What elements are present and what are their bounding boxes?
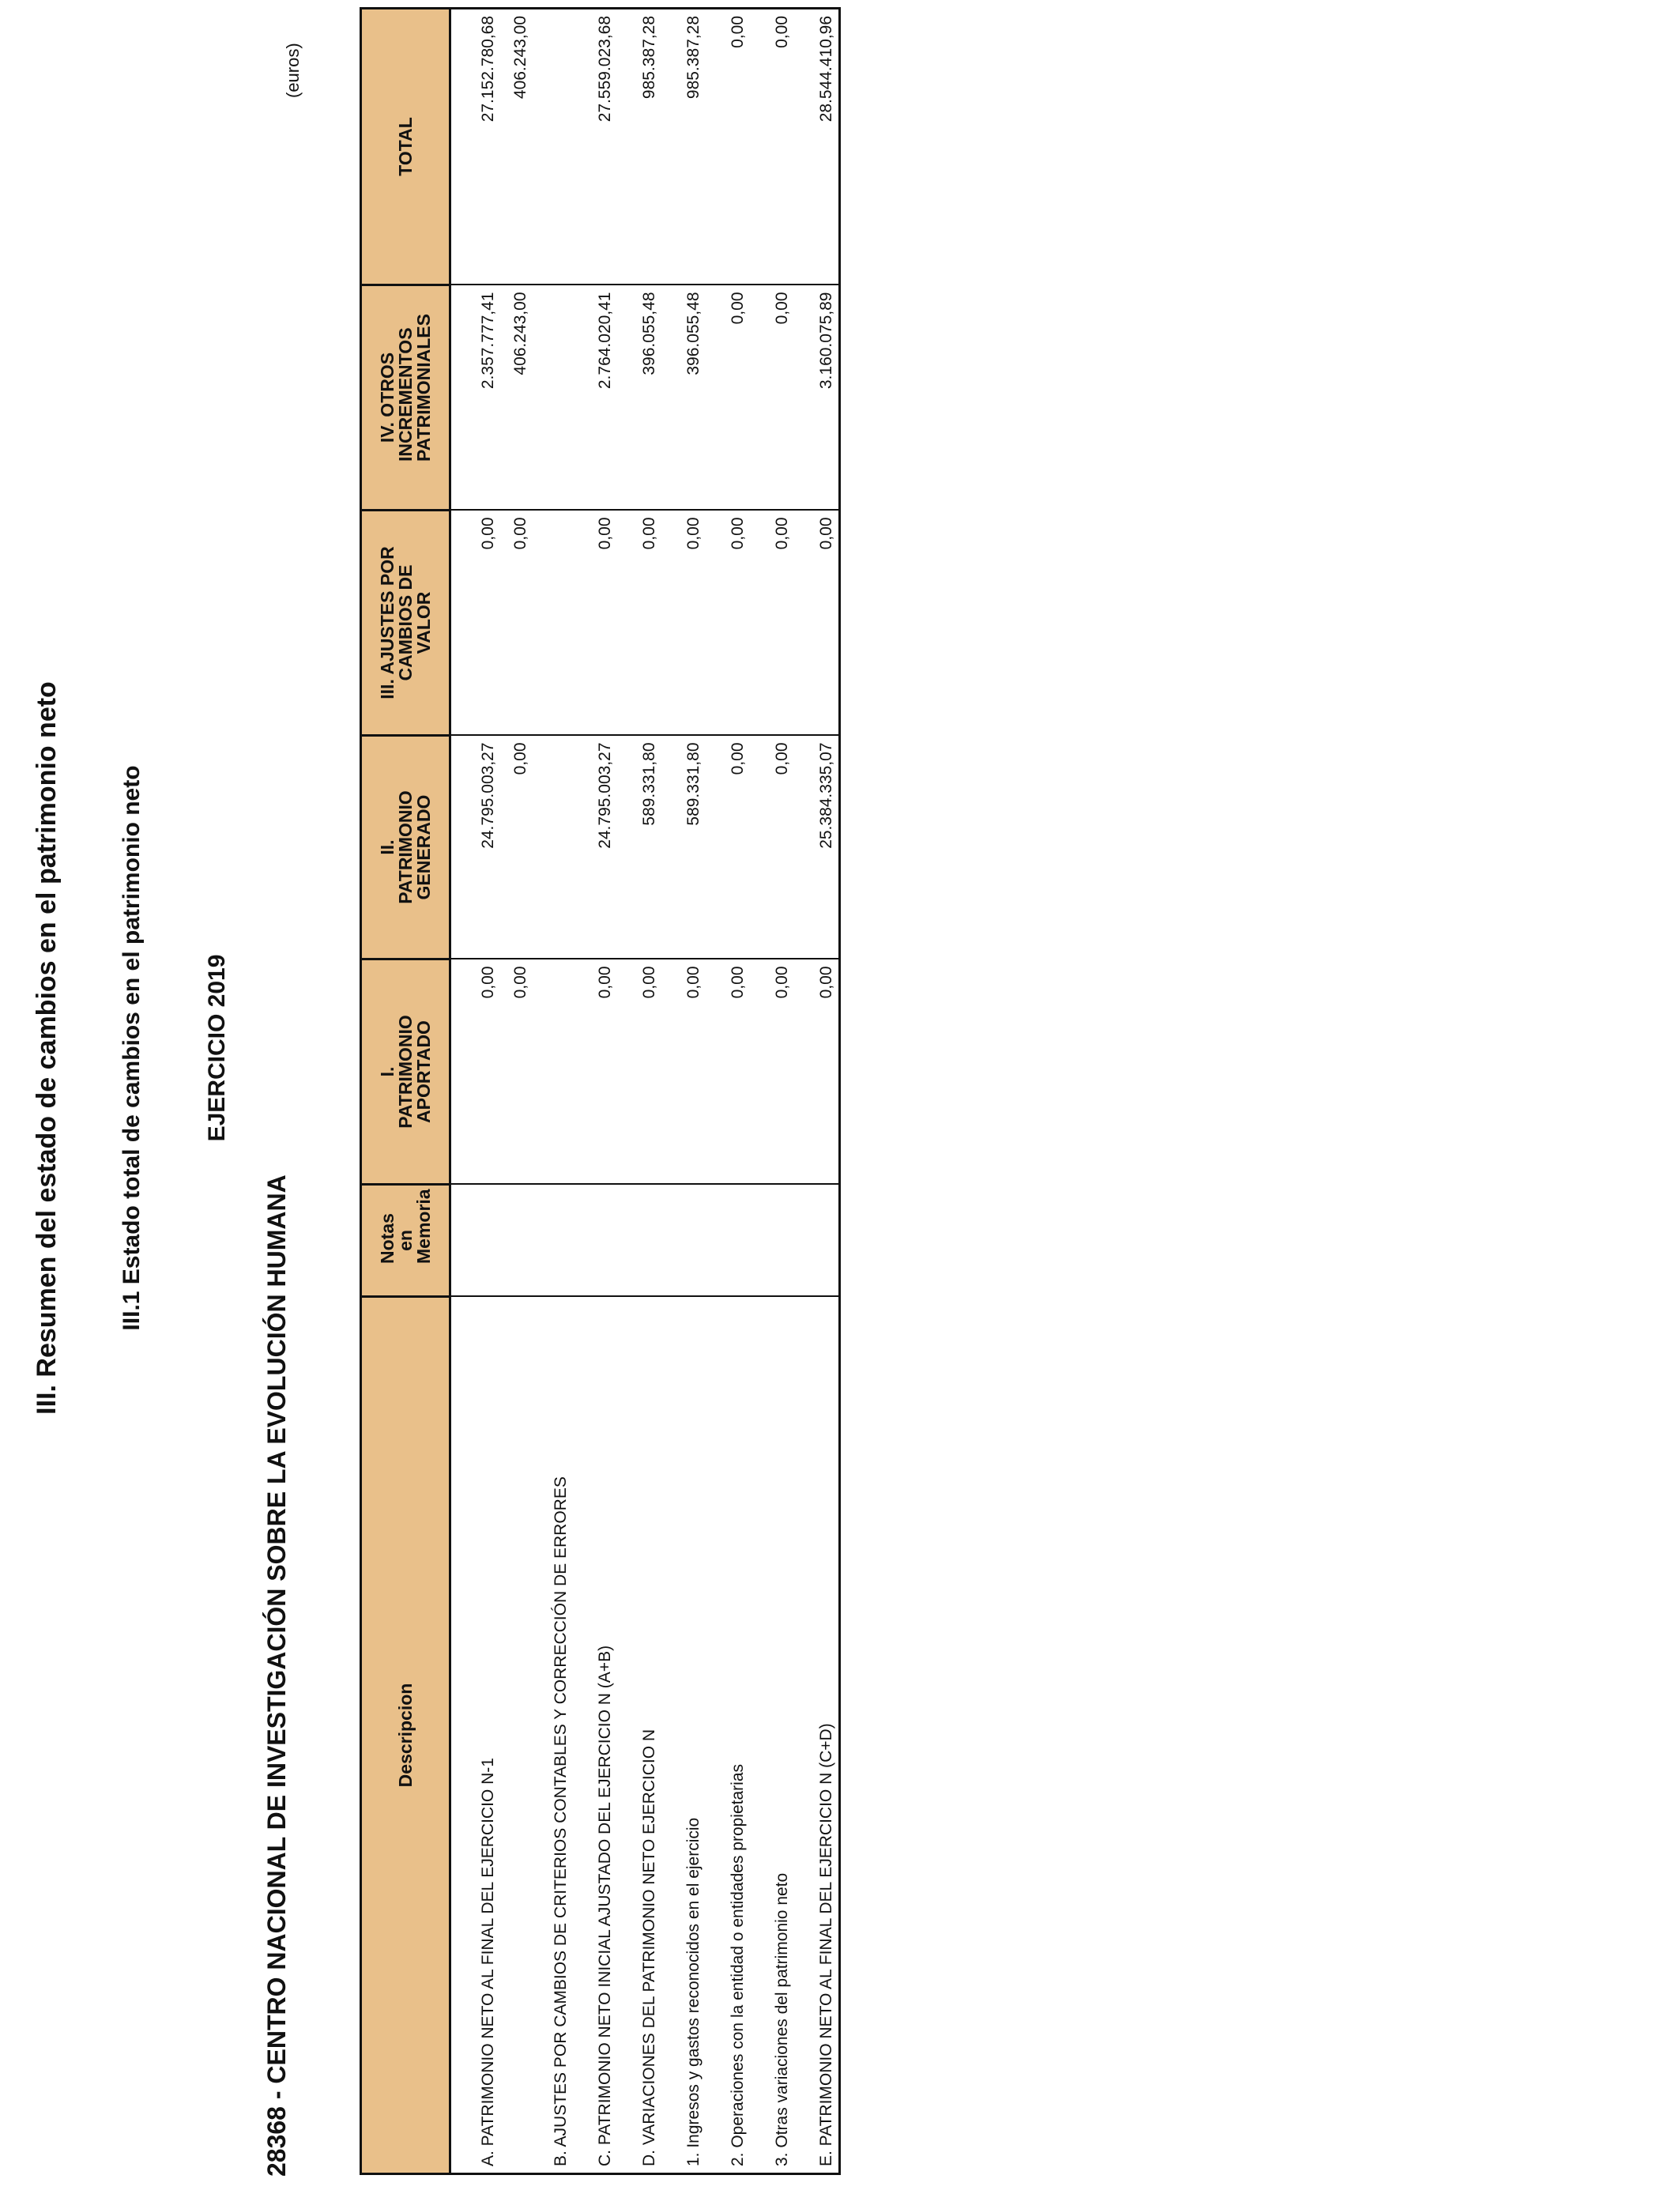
row-desc: 3. Otras variaciones del patrimonio neto — [750, 1297, 794, 2174]
unit-label: (euros) — [283, 43, 303, 98]
row-notes — [750, 1185, 794, 1297]
row-desc: B. AJUSTES POR CAMBIOS DE CRITERIOS CONTABLES Y CORRECCIÓN DE ERRORES — [500, 1297, 573, 2174]
row-generado: 589.331,80 — [617, 736, 661, 959]
table-header-row — [361, 9, 450, 2174]
row-total: 985.387,28 — [661, 9, 706, 285]
row-generado: 589.331,80 — [661, 736, 706, 959]
patrimonio-neto-table — [360, 7, 841, 2175]
row-aportado: 0,00 — [706, 959, 750, 1185]
row-desc: 1. Ingresos y gastos reconocidos en el ejercicio — [661, 1297, 706, 2174]
col-header-descripcion: Descripcion — [361, 1297, 450, 2174]
row-ajustes: 0,00 — [573, 511, 617, 736]
row-total: 27.559.023,68 — [573, 9, 617, 285]
row-generado: 0,00 — [750, 736, 794, 959]
row-notes — [617, 1185, 661, 1297]
row-notes — [794, 1185, 840, 1297]
row-notes — [450, 1185, 501, 1297]
entity-name: 28368 - CENTRO NACIONAL DE INVESTIGACIÓN SOBRE LA EVOLUCIÓN HUMANA — [262, 1174, 291, 2177]
col-header-ajustes: III. AJUSTES POR CAMBIOS DE VALOR — [361, 511, 450, 736]
row-otros: 0,00 — [706, 285, 750, 511]
row-otros: 396.055,48 — [617, 285, 661, 511]
row-generado: 24.795.003,27 — [450, 736, 501, 959]
table-row — [661, 9, 706, 2174]
table-row — [500, 9, 573, 2174]
row-total: 27.152.780,68 — [450, 9, 501, 285]
table-row — [617, 9, 661, 2174]
row-total: 985.387,28 — [617, 9, 661, 285]
row-generado: 25.384.335,07 — [794, 736, 840, 959]
row-ajustes: 0,00 — [750, 511, 794, 736]
document-title: III. Resumen del estado de cambios en el patrimonio neto — [32, 681, 62, 1415]
row-desc: E. PATRIMONIO NETO AL FINAL DEL EJERCICIO N (C+D) — [794, 1297, 840, 2174]
table-row — [750, 9, 794, 2174]
row-total: 28.544.410,96 — [794, 9, 840, 285]
row-ajustes: 0,00 — [706, 511, 750, 736]
row-desc: A. PATRIMONIO NETO AL FINAL DEL EJERCICIO N-1 — [450, 1297, 501, 2174]
row-aportado: 0,00 — [617, 959, 661, 1185]
row-notes — [706, 1185, 750, 1297]
row-notes — [573, 1185, 617, 1297]
row-total: 0,00 — [750, 9, 794, 285]
row-otros: 396.055,48 — [661, 285, 706, 511]
row-ajustes: 0,00 — [617, 511, 661, 736]
row-notes — [500, 1185, 573, 1297]
row-ajustes: 0,00 — [450, 511, 501, 736]
row-otros: 2.357.777,41 — [450, 285, 501, 511]
row-desc: D. VARIACIONES DEL PATRIMONIO NETO EJERCICIO N — [617, 1297, 661, 2174]
row-otros: 0,00 — [750, 285, 794, 511]
row-generado: 24.795.003,27 — [573, 736, 617, 959]
row-aportado: 0,00 — [794, 959, 840, 1185]
row-desc: C. PATRIMONIO NETO INICIAL AJUSTADO DEL EJERCICIO N (A+B) — [573, 1297, 617, 2174]
row-otros: 2.764.020,41 — [573, 285, 617, 511]
row-total: 406.243,00 — [500, 9, 573, 285]
row-generado: 0,00 — [706, 736, 750, 959]
col-header-generado: II. PATRIMONIO GENERADO — [361, 736, 450, 959]
col-header-aportado: I. PATRIMONIO APORTADO — [361, 959, 450, 1185]
row-desc: 2. Operaciones con la entidad o entidades propietarias — [706, 1297, 750, 2174]
col-header-notas: Notas en Memoria — [361, 1185, 450, 1297]
row-aportado: 0,00 — [750, 959, 794, 1185]
col-header-otros: IV. OTROS INCREMENTOS PATRIMONIALES — [361, 285, 450, 511]
document-subtitle: III.1 Estado total de cambios en el patrimonio neto — [119, 765, 145, 1331]
row-aportado: 0,00 — [500, 959, 573, 1185]
row-ajustes: 0,00 — [500, 511, 573, 736]
row-ajustes: 0,00 — [661, 511, 706, 736]
row-otros: 3.160.075,89 — [794, 285, 840, 511]
table-row — [573, 9, 617, 2174]
row-aportado: 0,00 — [573, 959, 617, 1185]
row-total: 0,00 — [706, 9, 750, 285]
table-row — [706, 9, 750, 2174]
row-ajustes: 0,00 — [794, 511, 840, 736]
row-generado: 0,00 — [500, 736, 573, 959]
table-row — [794, 9, 840, 2174]
exercise-year: EJERCICIO 2019 — [204, 954, 230, 1142]
row-aportado: 0,00 — [661, 959, 706, 1185]
table-row — [450, 9, 501, 2174]
col-header-total: TOTAL — [361, 9, 450, 285]
row-otros: 406.243,00 — [500, 285, 573, 511]
row-aportado: 0,00 — [450, 959, 501, 1185]
row-notes — [661, 1185, 706, 1297]
